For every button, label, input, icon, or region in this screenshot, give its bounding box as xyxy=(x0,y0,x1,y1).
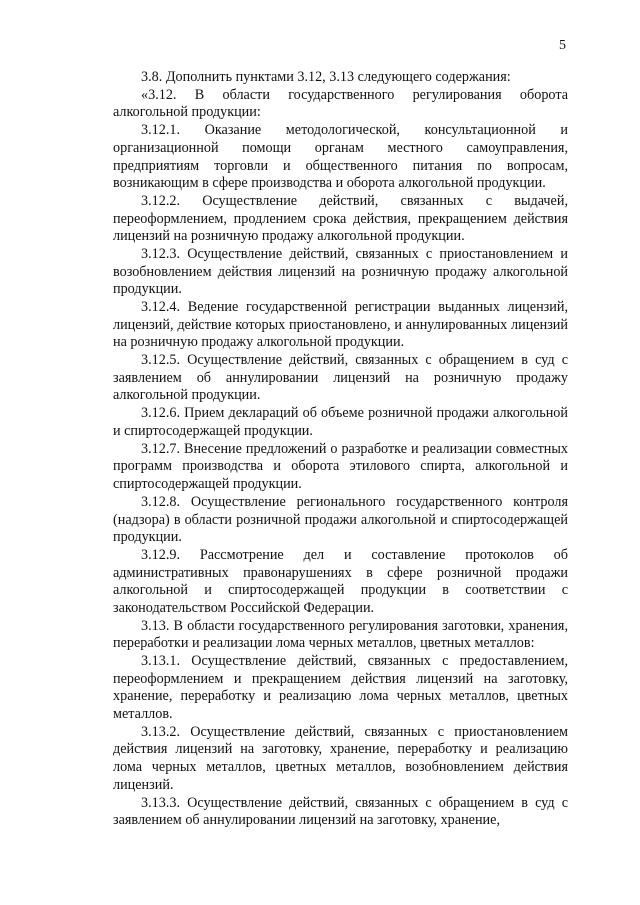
paragraph-3-12-3: 3.12.3. Осуществление действий, связанных с приостановлением и возобновлением действия лицензий на розничную продажу алкогольной продукции. xyxy=(113,246,568,298)
paragraph-3-13: 3.13. В области государственного регулирования заготовки, хранения, переработки и реализации лома черных металлов, цветных металлов: xyxy=(113,617,568,652)
paragraph-3-12: «3.12. В области государственного регулирования оборота алкогольной продукции: xyxy=(113,86,568,121)
document-body xyxy=(113,69,568,830)
paragraph-3-12-9: 3.12.9. Рассмотрение дел и составление протоколов об административных правонарушениях в сфере розничной продажи алкогольной и спиртосодержащей продукции в соответствии с законодательством Российской Федерации. xyxy=(113,547,568,616)
paragraph-3-13-2: 3.13.2. Осуществление действий, связанных с приостановлением действия лицензий на заготовку, хранение, переработку и реализацию лома черных металлов, цветных металлов, возобновлением действия лицензий. xyxy=(113,723,568,793)
paragraph-3-12-4: 3.12.4. Ведение государственной регистрации выданных лицензий, лицензий, действие которых приостановлено, и аннулированных лицензий на розничную продажу алкогольной продукции. xyxy=(113,299,568,351)
paragraph-3-12-1: 3.12.1. Оказание методологической, консультационной и организационной помощи органам местного самоуправления, предприятиям торговли и общественного питания по вопросам, возникающим в сфере производства и оборота алкогольной продукции. xyxy=(113,122,568,192)
paragraph-3-8: 3.8. Дополнить пунктами 3.12, 3.13 следующего содержания: xyxy=(141,69,511,85)
paragraph-3-12-7: 3.12.7. Внесение предложений о разработке и реализации совместных программ производства и оборота этилового спирта, алкогольной и спиртосодержащей продукции. xyxy=(113,440,568,493)
paragraph-3-12-2: 3.12.2. Осуществление действий, связанных с выдачей, переоформлением, продлением срока действия, прекращением действия лицензий на розничную продажу алкогольной продукции. xyxy=(113,193,568,245)
page-number: 5 xyxy=(559,38,566,53)
paragraph-3-13-1: 3.13.1. Осуществление действий, связанных с предоставлением, переоформлением и прекращением действия лицензий на заготовку, хранение, переработку и реализацию лома черных металлов, цветных металлов. xyxy=(113,653,568,722)
paragraph-3-13-3: 3.13.3. Осуществление действий, связанных с обращением в суд с заявлением об аннулировании лицензий на заготовку, хранение, xyxy=(113,794,568,829)
paragraph-3-12-8: 3.12.8. Осуществление регионального государственного контроля (надзора) в области розничной продажи алкогольной и спиртосодержащей продукции. xyxy=(113,493,568,546)
paragraph-3-12-5: 3.12.5. Осуществление действий, связанных с обращением в суд с заявлением об аннулировании лицензий на розничную продажу алкогольной продукции. xyxy=(113,352,568,404)
paragraph-3-12-6: 3.12.6. Прием деклараций об объеме розничной продажи алкогольной и спиртосодержащей продукции. xyxy=(113,405,568,439)
